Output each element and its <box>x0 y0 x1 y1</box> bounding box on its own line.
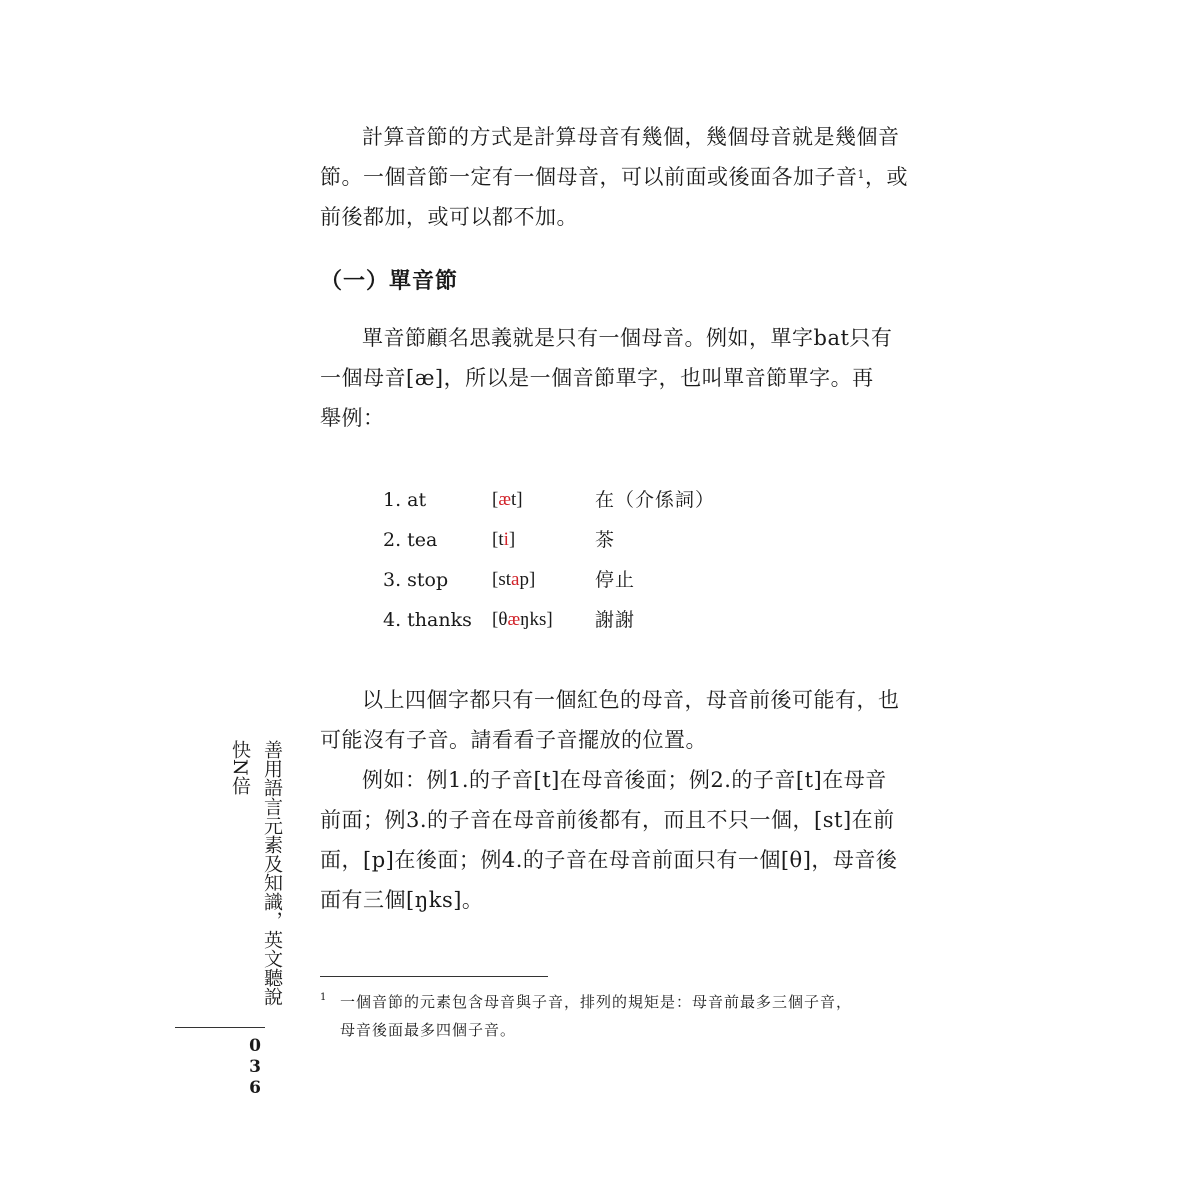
example-word: 4. thanks <box>383 609 472 631</box>
example-word: 1. at <box>383 489 427 511</box>
paragraph-line: 舉例： <box>320 406 385 430</box>
footnote-line: 母音後面最多四個子音。 <box>340 1021 517 1039</box>
example-word: 2. tea <box>383 529 438 551</box>
example-meaning: 茶 <box>595 529 616 551</box>
paragraph-monosyllable <box>320 318 895 438</box>
running-title-sidebar <box>229 740 283 1020</box>
paragraph-line: 以上四個字都只有一個紅色的母音，母音前後可能有，也 <box>362 688 900 712</box>
paragraph-line: 面，[p]在後面；例4.的子音在母音前面只有一個[θ]，母音後 <box>320 848 898 872</box>
example-meaning: 在（介係詞） <box>595 489 716 511</box>
paragraph-summary <box>320 680 900 760</box>
vowel-highlight: æ <box>498 489 512 510</box>
paragraph-syllable-counting <box>320 117 908 237</box>
footnote <box>320 988 900 1044</box>
paragraph-line: 前後都加，或可以都不加。 <box>320 205 578 229</box>
example-ipa: [ti] <box>492 529 516 550</box>
example-meaning: 謝謝 <box>595 609 636 631</box>
example-word: 3. stop <box>383 569 449 591</box>
page-digit: 6 <box>249 1078 261 1098</box>
paragraph-line: 節。一個音節一定有一個母音，可以前面或後面各加子音$^1$，或 <box>320 165 908 189</box>
footnote-ref[interactable]: 1 <box>857 168 865 181</box>
paragraph-line: 計算音節的方式是計算母音有幾個，幾個母音就是幾個音 <box>362 125 900 149</box>
example-ipa: [stap] <box>492 569 536 590</box>
vowel-highlight: i <box>503 529 509 550</box>
sidebar-divider <box>175 1027 265 1028</box>
example-meaning: 停止 <box>595 569 636 591</box>
section-heading: （一）單音節 <box>320 268 459 294</box>
footnote-divider <box>320 976 548 977</box>
page-digit: 3 <box>249 1057 261 1077</box>
footnote-number: 1 <box>320 992 328 1003</box>
footnote-line: 一個音節的元素包含母音與子音，排列的規矩是：母音前最多三個子音， <box>340 993 853 1011</box>
paragraph-line: 一個母音[æ]，所以是一個音節單字，也叫單音節單字。再 <box>320 366 874 390</box>
paragraph-line: 例如：例1.的子音[t]在母音後面；例2.的子音[t]在母音 <box>362 768 887 792</box>
page-number <box>247 1036 263 1099</box>
page-digit: 0 <box>249 1036 261 1056</box>
vowel-highlight: æ <box>507 609 521 630</box>
paragraph-line: 單音節顧名思義就是只有一個母音。例如，單字bat只有 <box>362 326 893 350</box>
paragraph-line: 前面；例3.的子音在母音前後都有，而且不只一個，[st]在前 <box>320 808 895 832</box>
running-title: 善用語言元素及知識，英文聽說快N倍 <box>229 740 283 1006</box>
paragraph-line: 面有三個[ŋks]。 <box>320 888 484 912</box>
vowel-highlight: a <box>511 569 520 590</box>
paragraph-explanation <box>320 760 898 920</box>
paragraph-line: 可能沒有子音。請看看子音擺放的位置。 <box>320 728 707 752</box>
example-ipa: [θæŋks] <box>492 609 553 630</box>
example-ipa: [æt] <box>492 489 523 510</box>
